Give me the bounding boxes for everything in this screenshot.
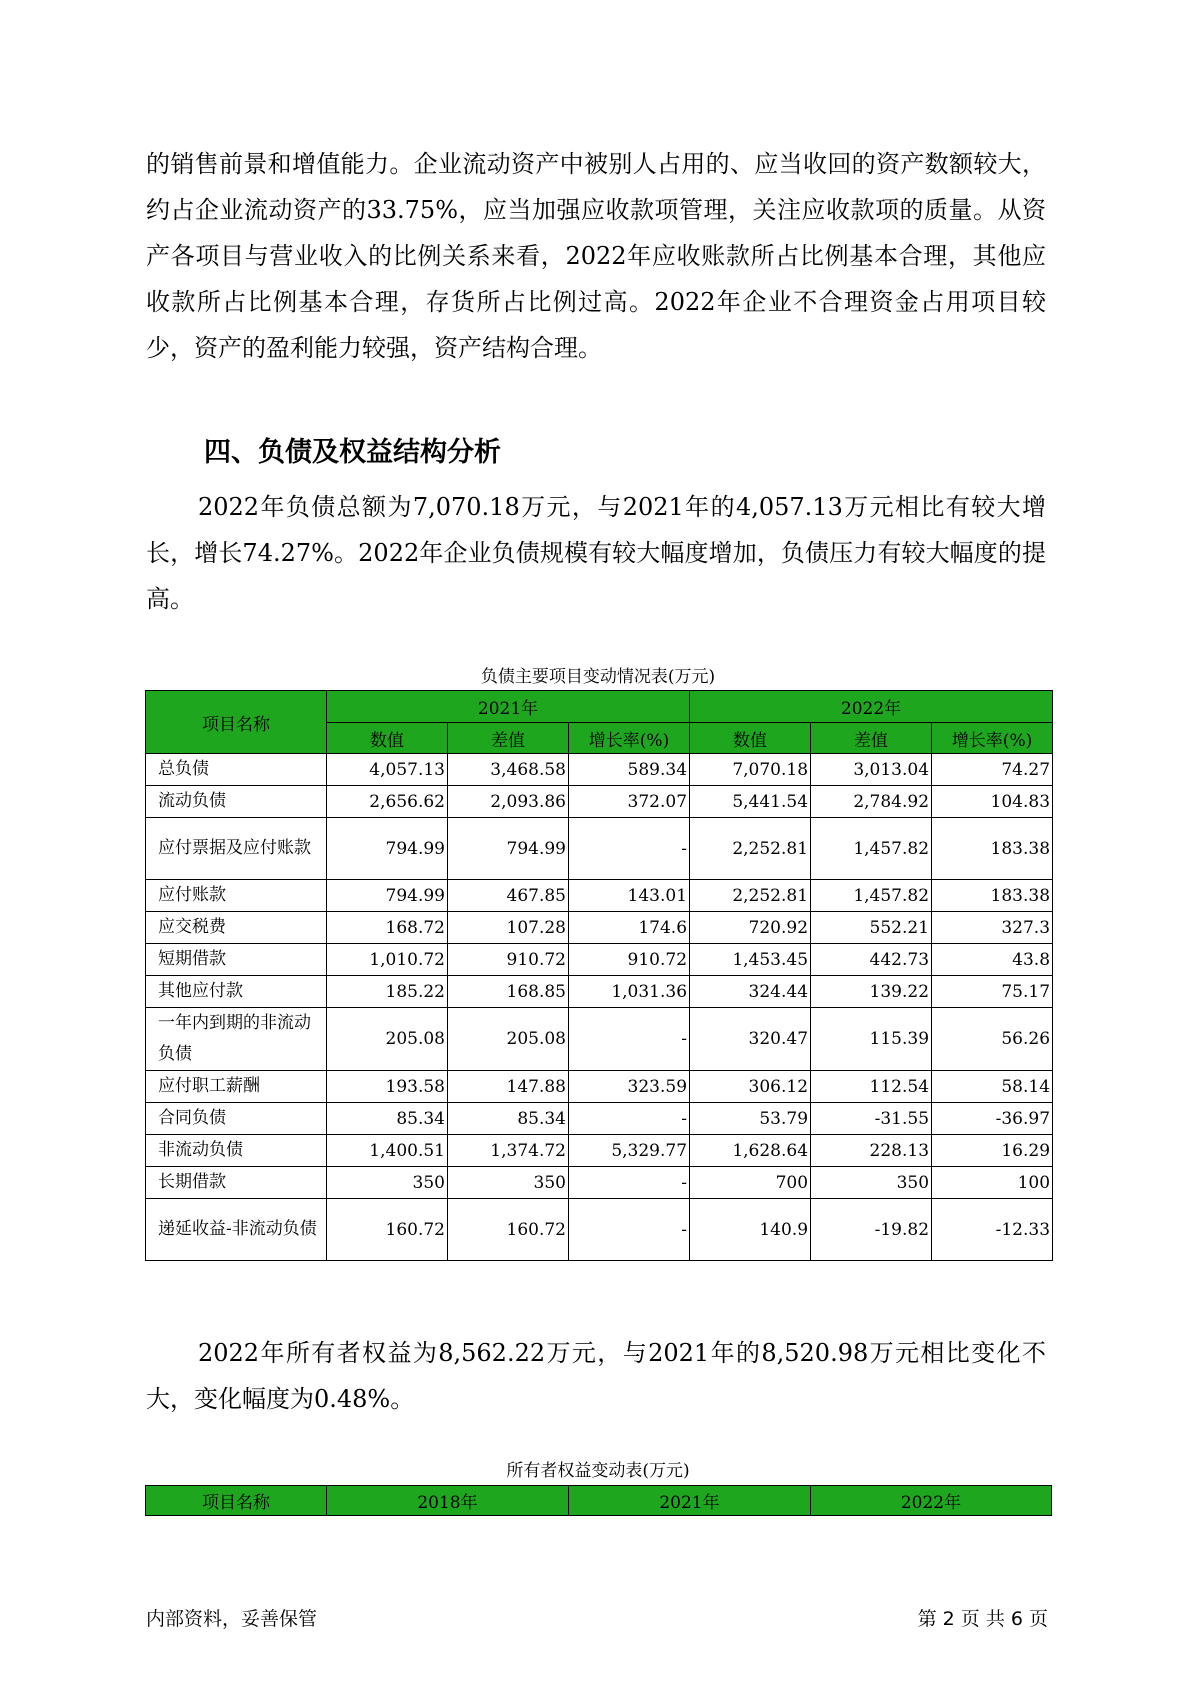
row-value-cell: 700 [690,1167,811,1199]
row-value-cell: 56.26 [932,1008,1053,1071]
row-item-name: 应交税费 [146,912,327,944]
row-value-cell: 1,628.64 [690,1135,811,1167]
equity-header-2021: 2021年 [569,1486,811,1516]
row-value-cell: 324.44 [690,976,811,1008]
row-value-cell: -19.82 [811,1199,932,1261]
table-row [146,944,1053,976]
row-value-cell: 4,057.13 [327,754,448,786]
row-value-cell: 140.9 [690,1199,811,1261]
row-value-cell: 183.38 [932,880,1053,912]
row-value-cell: 320.47 [690,1008,811,1071]
row-item-name: 长期借款 [146,1167,327,1199]
liability-paragraph: 2022年负债总额为7,070.18万元，与2021年的4,057.13万元相比有较大增长，增长74.27%。2022年企业负债规模有较大幅度增加，负债压力有较大幅度的提高。 [146,493,1046,613]
row-value-cell: 327.3 [932,912,1053,944]
header-year-2021: 2021年 [327,691,690,723]
row-value-cell: - [569,1199,690,1261]
row-value-cell: 185.22 [327,976,448,1008]
row-value-cell: 205.08 [327,1008,448,1071]
row-value-cell: 589.34 [569,754,690,786]
table-row [146,880,1053,912]
row-value-cell: -31.55 [811,1103,932,1135]
row-value-cell: 160.72 [448,1199,569,1261]
row-value-cell: 1,457.82 [811,818,932,880]
subheader-rate-2022: 增长率(%) [932,723,1053,754]
row-value-cell: 323.59 [569,1071,690,1103]
row-value-cell: 75.17 [932,976,1053,1008]
row-item-name: 合同负债 [146,1103,327,1135]
row-value-cell: 139.22 [811,976,932,1008]
row-value-cell: - [569,1167,690,1199]
row-value-cell: 168.72 [327,912,448,944]
row-value-cell: 107.28 [448,912,569,944]
table-row [146,1103,1053,1135]
table-row [146,1167,1053,1199]
row-value-cell: 2,784.92 [811,786,932,818]
row-value-cell: 53.79 [690,1103,811,1135]
row-value-cell: 467.85 [448,880,569,912]
row-value-cell: 168.85 [448,976,569,1008]
row-value-cell: - [569,818,690,880]
row-value-cell: 1,400.51 [327,1135,448,1167]
row-item-name: 非流动负债 [146,1135,327,1167]
equity-header-2018: 2018年 [327,1486,569,1516]
header-item-name: 项目名称 [146,691,327,754]
row-value-cell: 720.92 [690,912,811,944]
row-value-cell: -36.97 [932,1103,1053,1135]
subheader-diff-2021: 差值 [448,723,569,754]
equity-header-2022: 2022年 [811,1486,1052,1516]
row-value-cell: 85.34 [327,1103,448,1135]
equity-paragraph: 2022年所有者权益为8,562.22万元，与2021年的8,520.98万元相比变化不大，变化幅度为0.48%。 [146,1339,1046,1413]
row-value-cell: 85.34 [448,1103,569,1135]
liability-table-body [146,754,1053,1261]
equity-header-item-name: 项目名称 [146,1486,327,1516]
row-value-cell: - [569,1103,690,1135]
row-value-cell: 58.14 [932,1071,1053,1103]
table-row [146,1071,1053,1103]
row-value-cell: 1,457.82 [811,880,932,912]
footer-page-number: 第 2 页 共 6 页 [917,1608,1048,1630]
row-value-cell: 115.39 [811,1008,932,1071]
row-value-cell: - [569,1008,690,1071]
subheader-value-2021: 数值 [327,723,448,754]
row-value-cell: -12.33 [932,1199,1053,1261]
subheader-value-2022: 数值 [690,723,811,754]
table-row [146,818,1053,880]
row-value-cell: 350 [448,1167,569,1199]
row-item-name: 总负债 [146,754,327,786]
row-value-cell: 174.6 [569,912,690,944]
row-value-cell: 1,453.45 [690,944,811,976]
table-row [146,786,1053,818]
subheader-rate-2021: 增长率(%) [569,723,690,754]
section-heading: 四、负债及权益结构分析 [204,437,501,468]
row-value-cell: 1,010.72 [327,944,448,976]
row-value-cell: 205.08 [448,1008,569,1071]
row-value-cell: 794.99 [327,880,448,912]
row-value-cell: 1,031.36 [569,976,690,1008]
row-value-cell: 193.58 [327,1071,448,1103]
row-value-cell: 160.72 [327,1199,448,1261]
row-item-name: 递延收益-非流动负债 [146,1199,327,1261]
liability-table-caption: 负债主要项目变动情况表(万元) [480,667,716,687]
row-value-cell: 112.54 [811,1071,932,1103]
table-row [146,1135,1053,1167]
footer-confidential: 内部资料，妥善保管 [146,1608,318,1630]
row-value-cell: 552.21 [811,912,932,944]
row-value-cell: 350 [327,1167,448,1199]
row-value-cell: 442.73 [811,944,932,976]
row-item-name: 其他应付款 [146,976,327,1008]
row-value-cell: 16.29 [932,1135,1053,1167]
table-row [146,912,1053,944]
row-value-cell: 372.07 [569,786,690,818]
table-row [146,1199,1053,1261]
row-value-cell: 43.8 [932,944,1053,976]
row-value-cell: 228.13 [811,1135,932,1167]
row-value-cell: 74.27 [932,754,1053,786]
equity-table [145,1485,1052,1516]
row-value-cell: 2,093.86 [448,786,569,818]
header-year-2022: 2022年 [690,691,1053,723]
row-value-cell: 2,252.81 [690,818,811,880]
row-value-cell: 143.01 [569,880,690,912]
row-value-cell: 183.38 [932,818,1053,880]
row-value-cell: 910.72 [569,944,690,976]
row-value-cell: 147.88 [448,1071,569,1103]
intro-paragraph: 的销售前景和增值能力。企业流动资产中被别人占用的、应当收回的资产数额较大，约占企业流动资产的33.75%，应当加强应收款项管理，关注应收款项的质量。从资产各项目与营业收入的比例关系来看，2022年应收账款所占比例基本合理，其他应收款所占比例基本合理，存货所占比例过高。2022年企业不合理资金占用项目较少，资产的盈利能力较强，资产结构合理。 [146,150,1046,362]
row-value-cell: 794.99 [448,818,569,880]
row-value-cell: 794.99 [327,818,448,880]
table-row [146,976,1053,1008]
table-row [146,754,1053,786]
row-item-name: 短期借款 [146,944,327,976]
row-value-cell: 3,468.58 [448,754,569,786]
row-value-cell: 100 [932,1167,1053,1199]
row-item-name: 应付职工薪酬 [146,1071,327,1103]
row-item-name: 一年内到期的非流动负债 [146,1008,327,1071]
row-value-cell: 5,441.54 [690,786,811,818]
row-value-cell: 5,329.77 [569,1135,690,1167]
row-item-name: 流动负债 [146,786,327,818]
subheader-diff-2022: 差值 [811,723,932,754]
row-item-name: 应付票据及应付账款 [146,818,327,880]
row-value-cell: 7,070.18 [690,754,811,786]
row-value-cell: 306.12 [690,1071,811,1103]
liability-table [145,690,1053,1261]
row-value-cell: 1,374.72 [448,1135,569,1167]
row-value-cell: 104.83 [932,786,1053,818]
row-value-cell: 3,013.04 [811,754,932,786]
row-value-cell: 2,252.81 [690,880,811,912]
row-value-cell: 350 [811,1167,932,1199]
row-value-cell: 2,656.62 [327,786,448,818]
row-value-cell: 910.72 [448,944,569,976]
equity-table-caption: 所有者权益变动表(万元) [506,1461,690,1481]
row-item-name: 应付账款 [146,880,327,912]
table-row [146,1008,1053,1071]
